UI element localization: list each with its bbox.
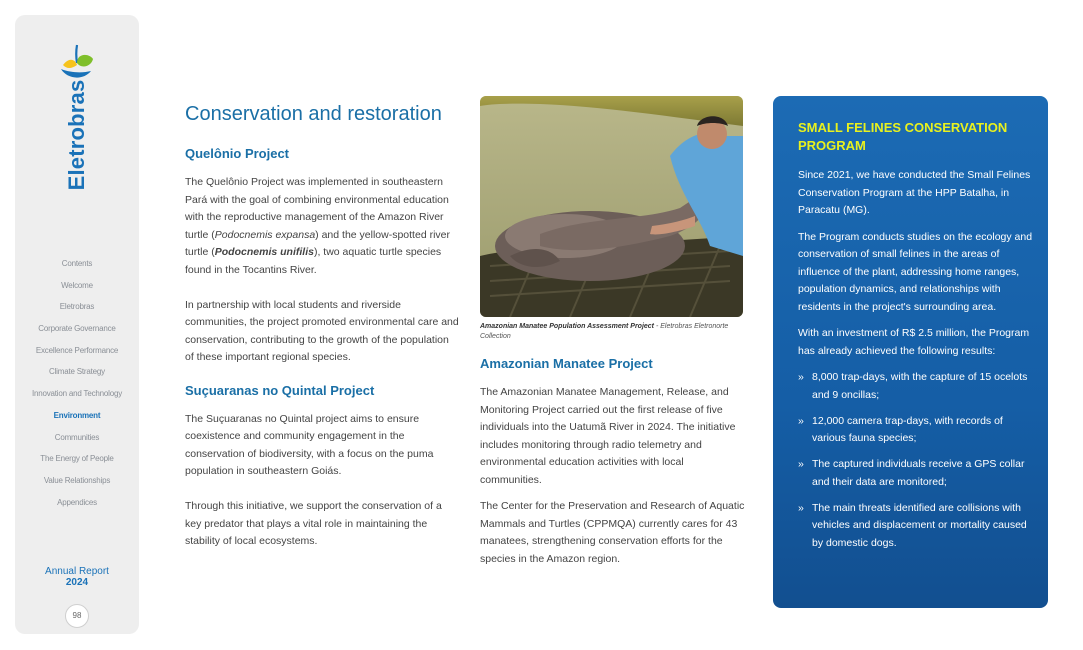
report-year: 2024 — [65, 577, 89, 588]
box-paragraph-1: Since 2021, we have conducted the Small Felines Conservation Program at the HPP Batalha, in Paracatu (MG). — [798, 169, 1031, 216]
nav-item-environment[interactable]: Environment — [53, 410, 101, 420]
page-number: 98 — [65, 604, 89, 628]
nav-item-welcome[interactable]: Welcome — [61, 280, 93, 290]
sucuaranas-paragraph-1: The Suçuaranas no Quintal project aims to ensure coexistence and community engagement in the conservation of biodiversity, with a focus on the puma population in southeastern Goiás. — [185, 412, 434, 477]
list-item: » The main threats identified are collisions with vehicles and displacement or mortality caused by domestic dogs. — [798, 501, 1027, 549]
nav-item-excellence-performance[interactable]: Excellence Performance — [35, 345, 119, 355]
quelonio-paragraph-2: In partnership with local students and riverside communities, the project promoted environmental care and conservation, contributing to the growth of the population of these important regional species. — [185, 298, 459, 363]
manatee-heading: Amazonian Manatee Project — [480, 356, 653, 371]
photo-caption: Amazonian Manatee Population Assessment Project - Eletrobras Eletronorte Collection — [480, 323, 729, 340]
small-felines-box — [773, 96, 1048, 608]
box-paragraph-2: The Program conducts studies on the ecology and conservation of small felines in the areas of influence of the plant, addressing home ranges, population dynamics, and relationships with residents in the project's surrounding area. — [798, 230, 1033, 313]
sidebar-nav — [15, 253, 139, 513]
column-middle — [480, 356, 745, 568]
nav-item-value-relationships[interactable]: Value Relationships — [43, 475, 111, 485]
results-list — [798, 369, 1033, 552]
bullet-marker: » — [798, 414, 804, 427]
column-left — [185, 103, 460, 551]
manatee-photo — [480, 96, 743, 317]
box-title: SMALL FELINES CONSERVATION PROGRAM — [798, 120, 1008, 153]
bullet-marker: » — [798, 371, 804, 383]
list-item: » 8,000 trap-days, with the capture of 15 ocelots and 9 oncillas; — [798, 371, 1028, 401]
nav-item-corporate-governance[interactable]: Corporate Governance — [38, 324, 116, 334]
nav-item-energy-of-people[interactable]: The Energy of People — [40, 454, 114, 464]
list-item: » The captured individuals receive a GPS collar and their data are monitored; — [798, 458, 1025, 488]
nav-item-climate-strategy[interactable]: Climate Strategy — [49, 367, 105, 377]
brand-wordmark: Eletrobras — [64, 79, 89, 191]
eletrobras-logo-icon — [59, 43, 95, 83]
report-label: Annual Report — [45, 566, 109, 577]
section-title: Conservation and restoration — [185, 103, 442, 125]
box-paragraph-3: With an investment of R$ 2.5 million, the Program has already achieved the following results: — [798, 327, 1030, 357]
manatee-paragraph-2: The Center for the Preservation and Research of Aquatic Mammals and Turtles (CPPMQA) currently cares for 43 manatees, strengthening conservation efforts for the species in the Amazon region. — [480, 500, 745, 565]
nav-item-contents[interactable]: Contents — [61, 259, 93, 268]
nav-item-innovation-technology[interactable]: Innovation and Technology — [31, 389, 123, 399]
quelonio-heading: Quelônio Project — [185, 146, 290, 161]
sucuaranas-paragraph-2: Through this initiative, we support the conservation of a key predator that plays a vital role in maintaining the stability of local ecosystems. — [185, 500, 442, 547]
sucuaranas-heading: Suçuaranas no Quintal Project — [185, 382, 375, 398]
manatee-photo-illustration — [480, 96, 743, 317]
list-item: » 12,000 camera trap-days, with records of various fauna species; — [798, 414, 1003, 444]
nav-item-appendices[interactable]: Appendices — [57, 497, 97, 507]
quelonio-paragraph-1: The Quelônio Project was implemented in southeastern Pará with the goal of combining environmental education with the reproductive management of the Amazon River turtle (Podocnemis expansa) and the yellow-spotted river turtle (Podocnemis unifilis), two aquatic turtle species found in the Tocantins River. — [185, 176, 450, 276]
nav-item-communities[interactable]: Communities — [54, 432, 100, 442]
nav-item-eletrobras[interactable]: Eletrobras — [59, 302, 95, 312]
sidebar — [15, 15, 139, 634]
bullet-marker: » — [798, 501, 804, 514]
bullet-marker: » — [798, 458, 804, 470]
manatee-paragraph-1: The Amazonian Manatee Management, Release, and Monitoring Project carried out the first release of five individuals into the Uatumã River in 2024. The initiative includes monitoring through radio telemetry and environmental education activities with local communities. — [480, 386, 736, 486]
